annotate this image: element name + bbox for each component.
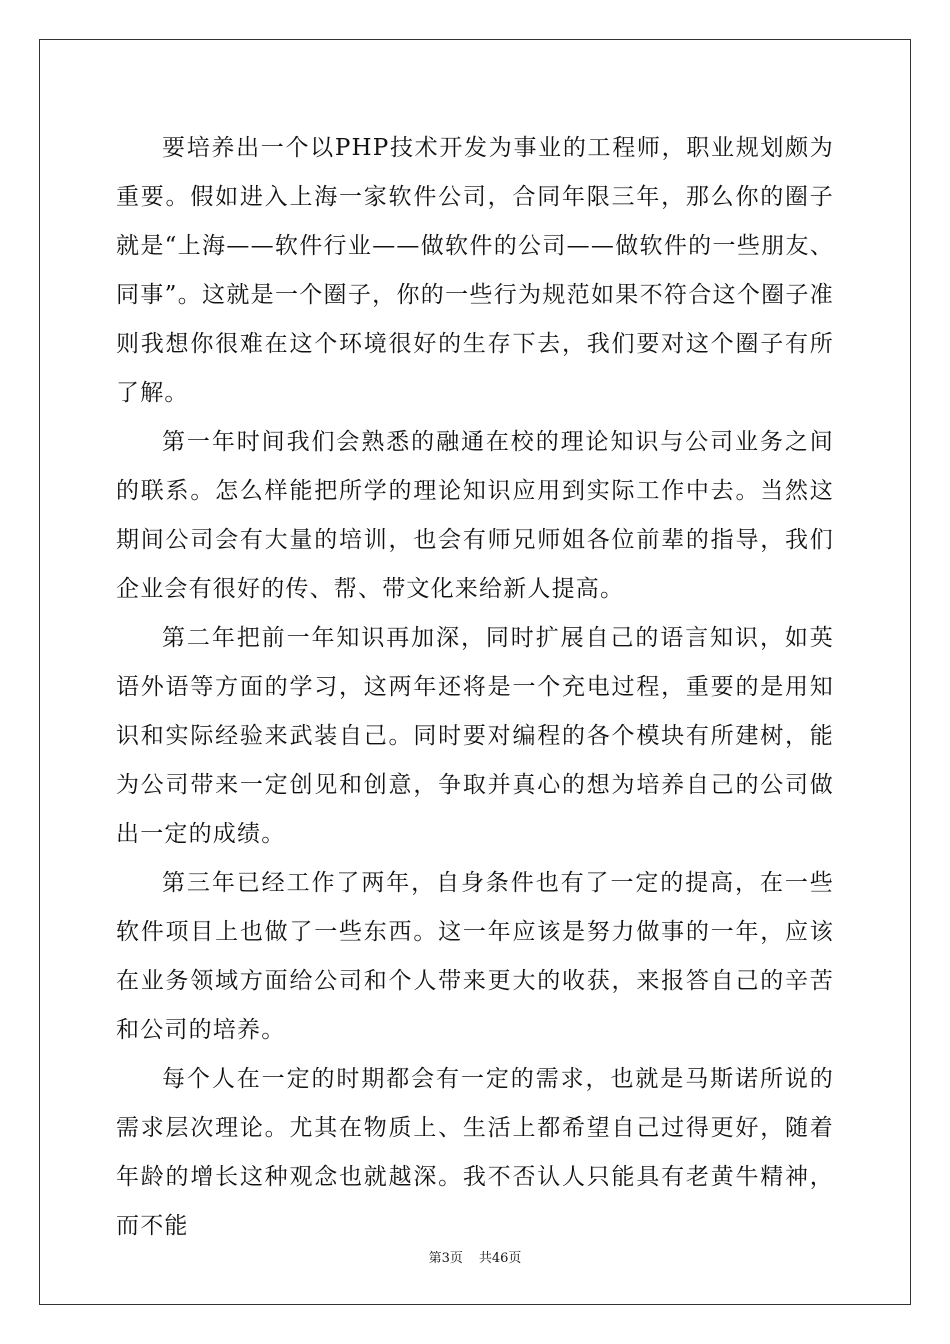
paragraph: 第三年已经工作了两年，自身条件也有了一定的提高，在一些软件项目上也做了一些东西。这一年应该是努力做事的一年，应该在业务领域方面给公司和个人带来更大的收获，来报答自己的辛苦和公司的培养。 [116, 870, 834, 1043]
paragraph: 第一年时间我们会熟悉的融通在校的理论知识与公司业务之间的联系。怎么样能把所学的理论知识应用到实际工作中去。当然这期间公司会有大量的培训，也会有师兄师姐各位前辈的指导，我们企业会有很好的传、帮、带文化来给新人提高。 [116, 429, 834, 602]
page-total: 共46页 [478, 1251, 522, 1266]
document-body [116, 124, 834, 1251]
paragraph: 要培养出一个以PHP技术开发为事业的工程师，职业规划颇为重要。假如进入上海一家软件公司，合同年限三年，那么你的圈子就是“上海——软件行业——做软件的公司——做软件的一些朋友、同事”。这就是一个圈子，你的一些行为规范如果不符合这个圈子准则我想你很难在这个环境很好的生存下去，我们要对这个圈子有所了解。 [116, 135, 834, 406]
page-footer [0, 1247, 950, 1266]
paragraph: 第二年把前一年知识再加深，同时扩展自己的语言知识，如英语外语等方面的学习，这两年还将是一个充电过程，重要的是用知识和实际经验来武装自己。同时要对编程的各个模块有所建树，能为公司带来一定创见和创意，争取并真心的想为培养自己的公司做出一定的成绩。 [116, 625, 834, 847]
page-number: 第3页 [428, 1251, 463, 1266]
paragraph: 每个人在一定的时期都会有一定的需求，也就是马斯诺所说的需求层次理论。尤其在物质上、生活上都希望自己过得更好，随着年龄的增长这种观念也就越深。我不否认人只能具有老黄牛精神，而不能 [116, 1066, 834, 1239]
